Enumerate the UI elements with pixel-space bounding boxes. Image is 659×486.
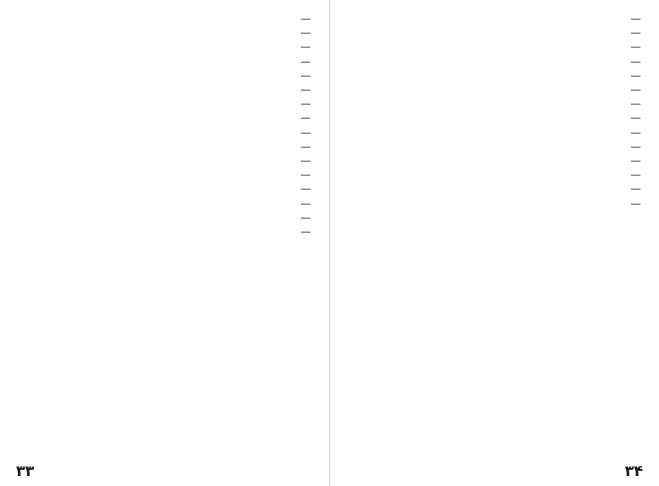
paragraph: — (300, 112, 311, 125)
paragraph: — (300, 197, 311, 210)
paragraph: — (630, 69, 641, 82)
page-right-text (348, 12, 641, 211)
page-right (330, 0, 659, 486)
paragraph: — (630, 41, 641, 54)
paragraph: — (300, 27, 311, 40)
paragraph: — (630, 112, 641, 125)
paragraph: — (300, 226, 311, 239)
paragraph: — (630, 155, 641, 168)
paragraph: — (630, 84, 641, 97)
page-left-text (18, 12, 311, 239)
paragraph: — (630, 169, 641, 182)
paragraph: — (630, 183, 641, 196)
paragraph: — (300, 13, 311, 25)
page-left (0, 0, 329, 486)
paragraph: — (300, 126, 311, 139)
paragraph: — (630, 140, 641, 153)
page-number: ۳۳ (16, 462, 35, 480)
paragraph: — (630, 13, 641, 25)
page-number: ۳۴ (624, 462, 643, 480)
paragraph: — (300, 183, 311, 196)
paragraph: — (300, 98, 311, 111)
paragraph: — (300, 84, 311, 97)
paragraph: — (300, 55, 311, 68)
paragraph: — (300, 140, 311, 153)
paragraph: — (300, 169, 311, 182)
paragraph: — (300, 41, 311, 54)
paragraph: — (630, 126, 641, 139)
paragraph: — (630, 55, 641, 68)
paragraph: — (300, 155, 311, 168)
paragraph: — (300, 211, 311, 224)
paragraph: — (630, 98, 641, 111)
paragraph: — (630, 197, 641, 210)
paragraph: — (630, 27, 641, 40)
paragraph: — (300, 69, 311, 82)
